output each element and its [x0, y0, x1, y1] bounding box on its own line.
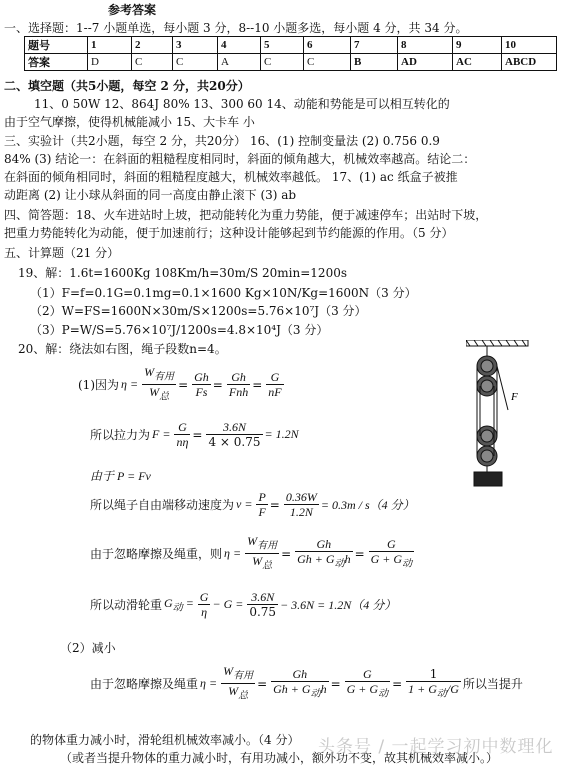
table-answer-cell: D [88, 54, 132, 71]
answer-table-answer-row [25, 54, 557, 71]
q20-force-prefix: 所以拉力为 [90, 428, 151, 442]
q20-power-line: 由于 P = Fv [90, 469, 151, 483]
q19-line: （3）P=W/S=5.76×10⁷J/1200s=4.8×10⁴J（3 分） [30, 323, 329, 337]
table-answer-cell: C [261, 54, 304, 71]
q19-line: （1）F=f=0.1G=0.1mg=0.1×1600 Kg×10N/Kg=1600N（3 分） [30, 286, 417, 300]
section-fill-heading: 二、填空题（共5小题，每空 2 分，共20分） [4, 79, 250, 93]
experiment-answer-line: 在斜面的倾角相同时，斜面的粗糙程度越大，机械效率越低。 17、(1) ac 纸盒子被推 [4, 170, 458, 184]
q20-part2-suffix: 所以当提升 [462, 677, 523, 692]
q20-speed-result: = 0.3m / s（4 分） [320, 498, 415, 512]
section-short-answer: 四、简答题：18、火车进站时上坡，把动能转化为重力势能，便于减速停车；出站时下坡， [4, 208, 488, 222]
q20-intro: 20、解：绕法如右图，绳子段数n=4。 [18, 342, 227, 356]
table-number-cell: 9 [453, 37, 502, 54]
fill-answer-line: 11、0 50W 12、864J 80% 13、300 60 14、动能和势能是可以相互转化的 [34, 97, 450, 111]
q20-part1-prefix: (1)因为 [78, 378, 119, 393]
q20-part2-conclusion: 的物体重力减小时，滑轮组机械效率减小。（4 分） [30, 733, 300, 747]
q20-ignore-prefix: 由于忽略摩擦及绳重，则 [90, 547, 223, 562]
table-number-cell: 8 [398, 37, 453, 54]
pulley-diagram [466, 340, 546, 490]
answer-table [24, 36, 557, 71]
section-calc-heading: 五、计算题（21 分） [4, 246, 120, 260]
q20-efficiency-formula: (1)因为 η = $\frac{W_{有用}}{W_总}$ = $\frac{Gh}{Fs}$ = $\frac{Gh}{\text{Fnh}}$ = $\frac{G}{nF}$ [78, 365, 282, 403]
q20-speed-prefix: 所以绳子自由端移动速度为 [90, 498, 235, 512]
table-number-cell: 4 [218, 37, 261, 54]
q20-force-formula: 所以拉力为 F = $\frac{G}{n\eta}$ = $\frac{3.6N}{4 \times 0.75}$ = 1.2N [90, 420, 299, 449]
table-answer-cell: ABCD [502, 54, 557, 71]
q20-force-result: = 1.2N [264, 427, 299, 441]
table-number-cell: 5 [261, 37, 304, 54]
table-header-label: 题号 [25, 37, 88, 54]
section-short-answer: 把重力势能转化为动能，便于加速前行；这种设计能够起到节约能源的作用。（5 分） [4, 226, 454, 240]
table-number-cell: 2 [132, 37, 173, 54]
q20-pulley-prefix: 所以动滑轮重 [90, 598, 163, 612]
q19-line: 19、解：1.6t=1600Kg 108Km/h=30m/S 20min=1200s [18, 266, 347, 280]
q20-pulley-result: − 3.6N = 1.2N（4 分） [280, 598, 397, 612]
section-experiment-heading: 三、实验计（共2小题，每空 2 分，共20分） 16、(1) 控制变量法 (2) 0.756 0.9 [4, 134, 440, 148]
watermark: 头条号 / 一起学习初中数理化 [318, 737, 554, 757]
q20-part2-alt: （或者当提升物体的重力减小时，有用功减小，额外功不变，故其机械效率减小。） [60, 751, 499, 765]
experiment-answer-line: 动距离 (2) 让小球从斜面的同一高度由静止滚下 (3) ab [4, 188, 297, 202]
table-answer-cell: A [218, 54, 261, 71]
answer-table-header-row [25, 37, 557, 54]
q20-part2-prefix: 由于忽略摩擦及绳重 [90, 677, 199, 692]
table-answer-cell: C [132, 54, 173, 71]
force-label: F [511, 391, 518, 403]
table-number-cell: 10 [502, 37, 557, 54]
experiment-answer-line: 84% (3) 结论一：在斜面的粗糙程度相同时，斜面的倾角越大，机械效率越高。结论二： [4, 152, 476, 166]
q19-line: （2）W=FS=1600N×30m/S×1200s=5.76×10⁷J（3 分） [30, 304, 367, 318]
section-choice-heading: 一、选择题：1--7 小题单选，每小题 3 分，8--10 小题多选，每小题 4 分，共 34 分。 [4, 21, 468, 35]
table-answer-cell: AD [398, 54, 453, 71]
table-answer-label: 答案 [25, 54, 88, 71]
table-answer-cell: C [304, 54, 351, 71]
table-answer-cell: AC [453, 54, 502, 71]
table-answer-cell: C [173, 54, 218, 71]
table-answer-cell: B [351, 54, 398, 71]
q20-ignore-formula: 由于忽略摩擦及绳重，则 η = $\frac{W_{有用}}{W_总}$ = $\frac{Gh}{Gh + G_动h}$ = $\frac{G}{G + G_动}$ [90, 534, 413, 572]
table-number-cell: 6 [304, 37, 351, 54]
q20-pulley-weight-formula: 所以动滑轮重 $G_动$ = $\frac{G}{\eta}$ − G = $\frac{3.6N}{0.75}$ − 3.6N = 1.2N（4 分） [90, 590, 397, 619]
q20-part2-label: （2）减小 [60, 641, 116, 655]
table-number-cell: 3 [173, 37, 218, 54]
table-number-cell: 1 [88, 37, 132, 54]
table-number-cell: 7 [351, 37, 398, 54]
fill-answer-line: 由于空气摩擦，使得机械能减小 15、大卡车 小 [4, 115, 255, 129]
q20-part2-formula: 由于忽略摩擦及绳重 η = $\frac{W_{有用}}{W_总}$ = $\frac{Gh}{Gh + G_动h}$ = $\frac{G}{G + G_动}$ = $\frac{1}{1 + G_动/G}$ 所以当提升 [90, 664, 523, 702]
load-block [474, 472, 502, 486]
page-title: 参考答案 [108, 3, 157, 17]
q20-speed-formula: 所以绳子自由端移动速度为 v = $\frac{P}{F}$ = $\frac{0.36W}{1.2N}$ = 0.3m / s（4 分） [90, 490, 415, 519]
